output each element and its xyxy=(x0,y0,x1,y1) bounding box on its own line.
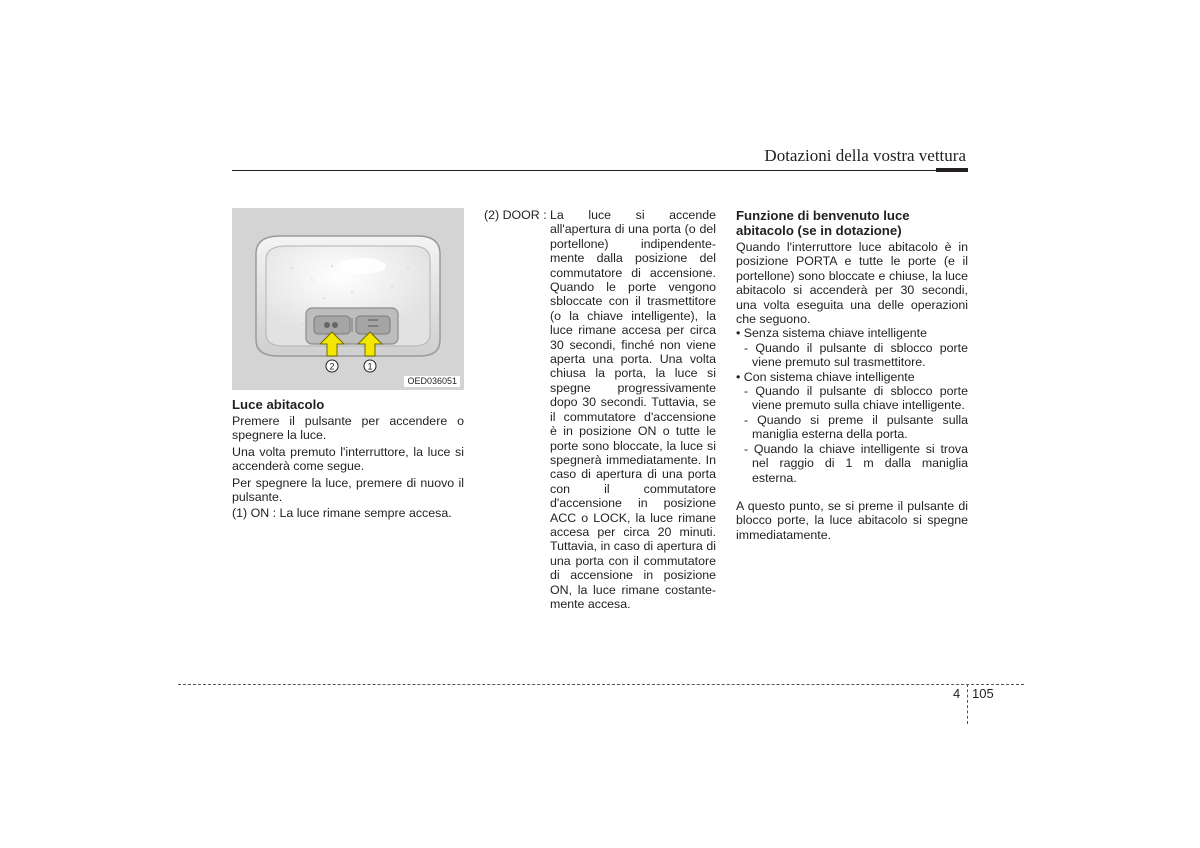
paragraph: (1) ON : La luce rimane sempre accesa. xyxy=(232,506,452,521)
paragraph: Per spegnere la luce, premere di nuovo il pulsante. xyxy=(232,475,464,505)
section-room-lamp xyxy=(232,397,464,523)
bullet-item: • Senza sistema chiave intelligente xyxy=(736,326,927,341)
paragraph: Una volta premuto l'interruttore, la luce si accenderà come segue. xyxy=(232,444,464,474)
sub-item: - Quando il pulsante di sblocco porte viene premuto sul trasmettitore. xyxy=(744,340,968,370)
section-title: Funzione di benvenuto luce abitacolo (se in dotazione) xyxy=(736,208,910,238)
figure-caption: OED036051 xyxy=(404,376,460,387)
paragraph: Premere il pulsante per accendere o spegnere la luce. xyxy=(232,414,464,443)
paragraph: A questo punto, se si preme il pulsante di blocco porte, la luce abitacolo si spegne immediatamente. xyxy=(736,498,968,542)
section-welcome-light xyxy=(736,208,968,542)
room-lamp-illustration xyxy=(232,208,464,390)
footer-divider xyxy=(967,684,968,724)
page-number: 105 xyxy=(972,686,994,701)
section-title: Luce abitacolo xyxy=(232,397,325,412)
marker-2: 2 xyxy=(329,361,335,372)
chapter-number: 4 xyxy=(953,686,961,701)
marker-1: 1 xyxy=(367,361,373,372)
header-rule-accent xyxy=(936,168,968,172)
footer-rule xyxy=(178,684,1024,685)
sub-item: - Quando la chiave intelligente si trova nel raggio di 1 m dalla maniglia esterna. xyxy=(744,441,968,485)
running-header-title: Dotazioni della vostra vettura xyxy=(764,146,966,165)
door-description: La luce si accende all'apertura di una porta (o del portellone) indipendente-mente dalla posizione del commutatore di accensione. Quando le porte vengono sbloccate con il trasmettitore (o la chiave intelligente), la luce rimane accesa per circa 30 secondi, finché non viene aperta una porta. Una volta chiusa la porta, la luce si spegne progressivamente dopo 30 secondi. Tuttavia, se il commutatore d'accensione è in posizione ON o tutte le porte sono bloccate, la luce si spegnerà immediatamente. In caso di apertura di una porta con il commutatore d'accensione in posizione ACC o LOCK, la luce rimane accesa per circa 20 minuti. Tuttavia, in caso di apertura di una porta con il commutatore di accensione in posizione ON, la luce rimane costante-mente accesa. xyxy=(550,208,716,611)
paragraph: Quando l'interruttore luce abitacolo è in posizione PORTA e tutte le porte (e il portellone) sono bloccate e chiuse, la luce abitacolo si accenderà per 30 secondi, una volta eseguita una delle operazioni che seguono. xyxy=(736,240,968,327)
room-lamp-figure xyxy=(232,208,464,390)
sub-item: - Quando si preme il pulsante sulla maniglia esterna della porta. xyxy=(744,412,968,442)
sub-item: - Quando il pulsante di sblocco porte viene premuto sulla chiave intelligente. xyxy=(744,384,968,413)
bullet-item: • Con sistema chiave intelligente xyxy=(736,369,915,384)
header-rule xyxy=(232,170,936,171)
door-label: (2) DOOR : xyxy=(484,208,547,222)
